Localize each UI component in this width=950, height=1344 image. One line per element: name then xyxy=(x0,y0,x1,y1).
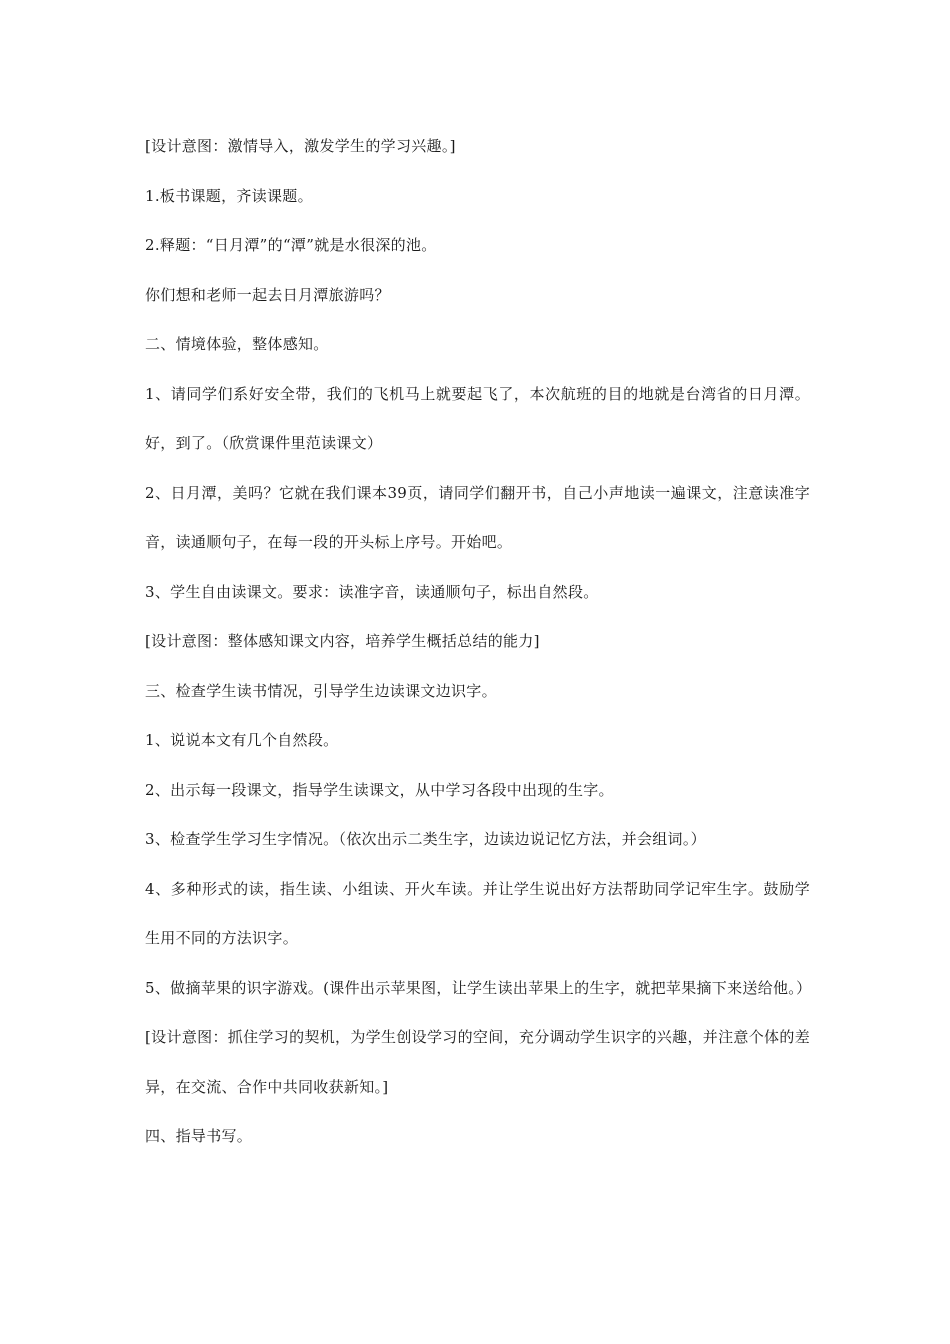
step-explain-title: 2.释题：“日月潭”的“潭”就是水很深的池。 xyxy=(145,236,437,254)
step-board-title: 1.板书课题，齐读课题。 xyxy=(145,186,313,205)
document-body xyxy=(145,122,810,1162)
section-3-item-3: 3、检查学生学习生字情况。（依次出示二类生字，边读边说记忆方法，并会组词。） xyxy=(145,830,706,848)
design-intent-note-2: [设计意图：整体感知课文内容，培养学生概括总结的能力] xyxy=(145,632,540,650)
section-3-item-4: 4、多种形式的读，指生读、小组读、开火车读。并让学生说出好方法帮助同学记牢生字。鼓励学生用不同的方法识字。 xyxy=(145,879,810,947)
section-heading-4: 四、指导书写。 xyxy=(145,1127,253,1145)
section-3-item-1: 1、说说本文有几个自然段。 xyxy=(145,731,339,749)
section-2-item-3: 3、学生自由读课文。要求：读准字音，读通顺句子，标出自然段。 xyxy=(145,582,599,601)
section-heading-3: 三、检查学生读书情况，引导学生边读课文边识字。 xyxy=(145,681,497,700)
design-intent-note-3: [设计意图：抓住学习的契机，为学生创设学习的空间，充分调动学生识字的兴趣，并注意个体的差异，在交流、合作中共同收获新知。] xyxy=(145,1028,810,1096)
section-3-item-5: 5、做摘苹果的识字游戏。(课件出示苹果图，让学生读出苹果上的生字，就把苹果摘下来送给他。） xyxy=(145,978,812,997)
section-3-item-2: 2、出示每一段课文，指导学生读课文，从中学习各段中出现的生字。 xyxy=(145,780,614,799)
section-2-item-2: 2、日月潭，美吗？它就在我们课本39页，请同学们翻开书，自己小声地读一遍课文，注意读准字音，读通顺句子，在每一段的开头标上序号。开始吧。 xyxy=(145,483,810,551)
teacher-question: 你们想和老师一起去日月潭旅游吗？ xyxy=(145,285,390,304)
section-2-item-1: 1、请同学们系好安全带，我们的飞机马上就要起飞了，本次航班的目的地就是台湾省的日月潭。好，到了。（欣赏课件里范读课文） xyxy=(145,384,810,452)
design-intent-note-1: [设计意图：激情导入，激发学生的学习兴趣。] xyxy=(145,137,456,155)
section-heading-2: 二、情境体验，整体感知。 xyxy=(145,335,329,353)
